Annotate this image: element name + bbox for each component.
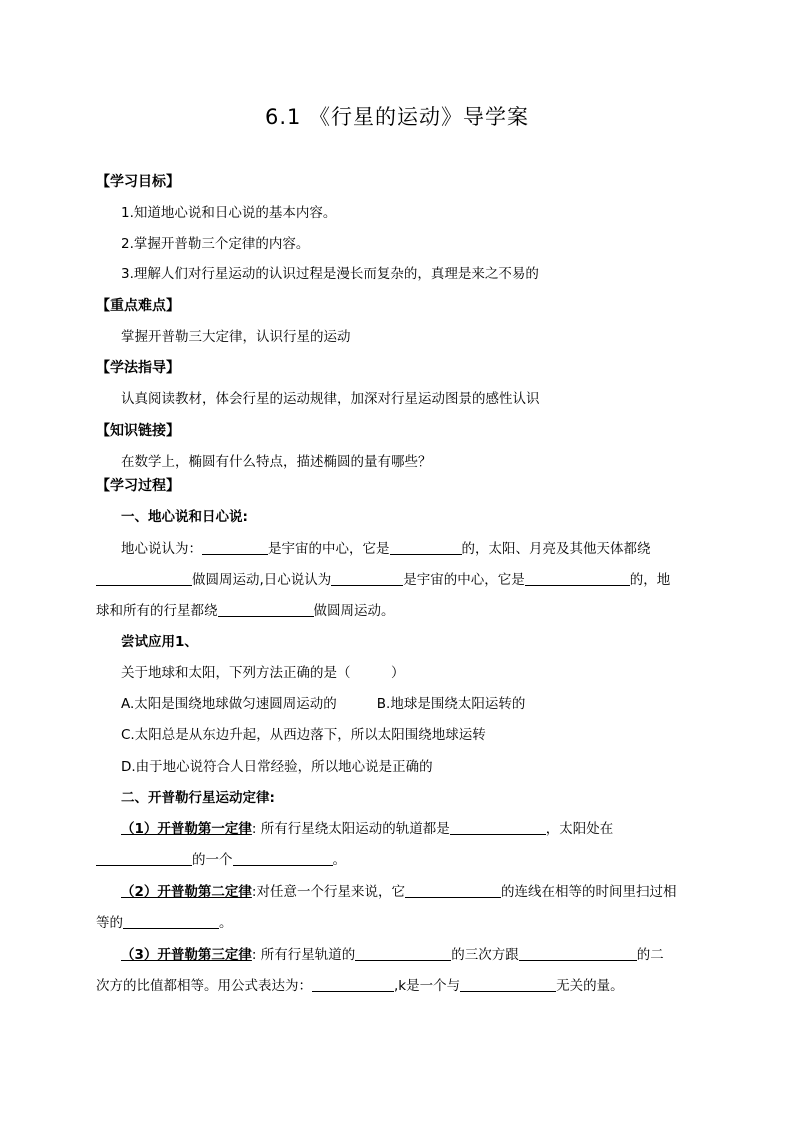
process-heading: 【学习过程】 (96, 478, 180, 494)
fill-blank[interactable] (331, 570, 403, 586)
text-span: : 所有行星轨道的 (251, 947, 356, 963)
law3-line1 (121, 944, 741, 966)
text-span: 次方的比值都相等。用公式表达为： (96, 978, 312, 994)
text-span: 。 (332, 852, 346, 868)
law3-label: （3）开普勒第三定律 (121, 947, 252, 963)
fill-blank[interactable] (96, 570, 192, 586)
fill-blank[interactable] (233, 850, 333, 866)
goal-item-3: 3.理解人们对行星运动的认识过程是漫长而复杂的，真理是来之不易的 (121, 266, 539, 282)
text-span: ,k是一个与 (394, 978, 461, 994)
text-span: 的，地 (629, 572, 671, 588)
text-span: 做圆周运动。 (313, 603, 395, 619)
link-heading: 【知识链接】 (96, 423, 180, 439)
text-span: 做圆周运动,日心说认为 (192, 572, 332, 588)
law2-line1 (121, 881, 741, 903)
text-span: ，太阳处在 (545, 821, 614, 837)
text-span: 地心说认为： (121, 541, 202, 557)
fill-blank[interactable] (405, 882, 501, 898)
part1-line2 (96, 569, 716, 591)
fill-blank[interactable] (460, 976, 556, 992)
law2-line2 (96, 912, 716, 934)
fill-blank[interactable] (202, 539, 268, 555)
text-span: 的，太阳、月亮及其他天体都绕 (461, 541, 651, 557)
option-a-text: A.太阳是围绕地球做匀速圆周运动的 (121, 696, 337, 712)
method-text: 认真阅读教材，体会行星的运动规律，加深对行星运动图景的感性认识 (121, 391, 540, 407)
option-b-text: B.地球是围绕太阳运转的 (376, 696, 526, 712)
page-title: 6.1 《行星的运动》导学案 (264, 105, 530, 129)
option-d: D.由于地心说符合人日常经验，所以地心说是正确的 (121, 759, 433, 775)
goal-item-1: 1.知道地心说和日心说的基本内容。 (121, 205, 337, 221)
key-points-text: 掌握开普勒三大定律，认识行星的运动 (121, 329, 351, 345)
fill-blank[interactable] (525, 570, 630, 586)
part1-line3 (96, 600, 716, 622)
text-span: 的连线在相等的时间里扫过相 (500, 884, 677, 900)
goals-heading: 【学习目标】 (96, 174, 180, 190)
option-c: C.太阳总是从东边升起，从西边落下，所以太阳围绕地球运转 (121, 727, 486, 743)
fill-blank[interactable] (312, 976, 394, 992)
fill-blank[interactable] (218, 601, 314, 617)
law2-label: （2）开普勒第二定律 (121, 884, 252, 900)
text-span: 是宇宙的中心，它是 (403, 572, 525, 588)
key-points-heading: 【重点难点】 (96, 298, 180, 314)
text-span: 无关的量。 (556, 978, 624, 994)
fill-blank[interactable] (390, 539, 462, 555)
option-a (121, 693, 741, 715)
fill-blank[interactable] (450, 819, 546, 835)
text-span: 球和所有的行星都绕 (96, 603, 218, 619)
part2-heading: 二、开普勒行星运动定律: (121, 790, 275, 806)
part1-line1 (121, 538, 741, 560)
text-span: 的三次方跟 (451, 947, 519, 963)
law1-label: （1）开普勒第一定律 (121, 821, 252, 837)
part1-heading: 一、地心说和日心说: (121, 509, 248, 525)
text-span: 。 (219, 915, 233, 931)
fill-blank[interactable] (519, 945, 637, 961)
text-span: 的一个 (192, 852, 233, 868)
text-span: : 所有行星绕太阳运动的轨道都是 (251, 821, 450, 837)
text-span: :对任意一个行星来说，它 (251, 884, 405, 900)
text-span: 是宇宙的中心，它是 (268, 541, 390, 557)
law3-line2 (96, 975, 716, 997)
law1-line2 (96, 849, 716, 871)
link-text: 在数学上，椭圆有什么特点，描述椭圆的量有哪些？ (121, 454, 432, 470)
try-heading: 尝试应用1、 (121, 634, 198, 650)
law1-line1 (121, 818, 741, 840)
fill-blank[interactable] (123, 913, 219, 929)
text-span: 的二 (636, 947, 664, 963)
method-heading: 【学法指导】 (96, 360, 180, 376)
fill-blank[interactable] (355, 945, 451, 961)
fill-blank[interactable] (96, 850, 192, 866)
goal-item-2: 2.掌握开普勒三个定律的内容。 (121, 236, 310, 252)
text-span: 等的 (96, 915, 123, 931)
try-question: 关于地球和太阳，下列方法正确的是（ ） (121, 665, 405, 681)
